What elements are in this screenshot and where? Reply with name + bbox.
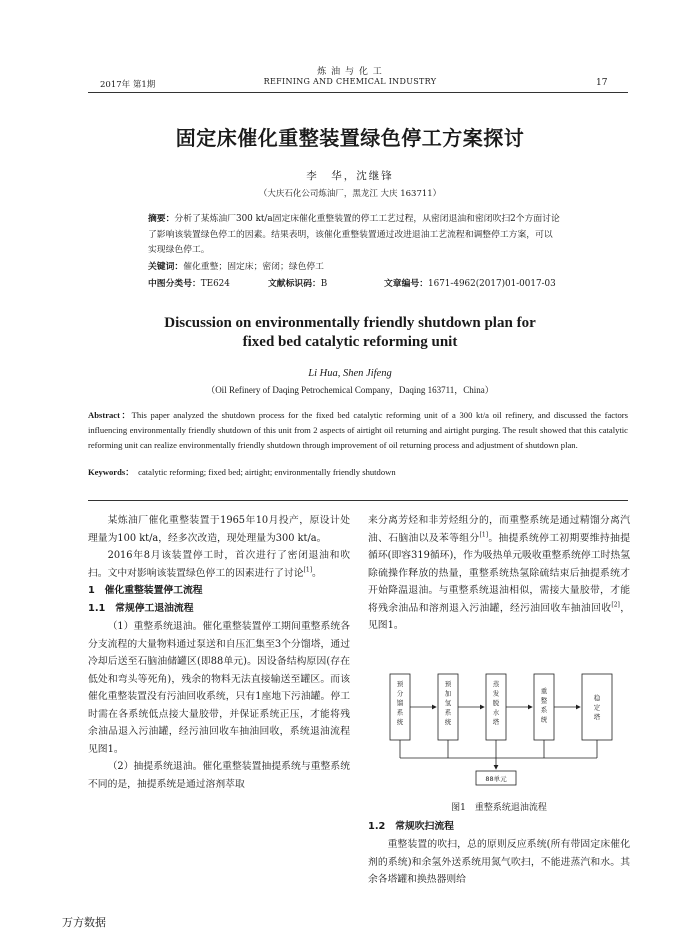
header-rule — [88, 92, 628, 93]
flow-box-char: 整 — [540, 696, 548, 705]
clc-label: 中图分类号： — [148, 279, 201, 289]
paragraph-text: ，见图1。 — [368, 602, 631, 631]
flow-box-label — [541, 686, 548, 724]
flow-box-label — [445, 679, 452, 726]
flow-box-char: 馏 — [396, 699, 404, 707]
paragraph-text: 2016年8月该装置停工时，首次进行了密闭退油和吹扫。文中对影响该装置绿色停工的因素进行了讨论 — [88, 550, 350, 579]
issue-label: 2017年 第1期 — [100, 80, 156, 90]
section-heading-1-2: 1.2 常规吹扫流程 — [368, 821, 454, 832]
paper-title-en — [0, 314, 700, 352]
paragraph — [368, 512, 630, 635]
flow-box-label — [397, 679, 404, 726]
paragraph: 重整装置的吹扫，总的原则反应系统(所有带固定床催化剂的系统)和余氢外送系统用氮气吹扫，不能进蒸汽和水。其余各塔罐和换热器则给 — [368, 839, 630, 885]
flow-box-char: 预 — [396, 680, 404, 688]
abstract-en — [88, 408, 628, 453]
page-number: 17 — [596, 78, 608, 88]
figure-1-flow-diagram — [368, 664, 630, 794]
keywords-cn-text: 催化重整；固定床；密闭；绿色停工 — [183, 262, 324, 272]
flow-box-char: 发 — [492, 689, 500, 698]
flow-box-label — [493, 679, 500, 726]
keywords-en-text: catalytic reforming; fixed bed; airtight; environmentally friendly shutdown — [138, 467, 396, 477]
paragraph-text: 。 — [312, 567, 322, 579]
flow-box-char: 统 — [396, 718, 404, 726]
body-right-column — [368, 512, 630, 635]
citation: [2] — [611, 601, 620, 609]
article-number: 1671-4962(2017)01-0017-03 — [428, 279, 556, 289]
keywords-cn — [148, 260, 560, 276]
flow-box-label — [594, 693, 601, 721]
flow-box-char: 水 — [492, 708, 500, 717]
flow-box-char: 塔 — [593, 713, 601, 721]
paragraph: （2）抽提系统退油。催化重整装置抽提系统与重整系统不同的是，抽提系统是通过溶剂萃取 — [88, 761, 350, 790]
journal-name-en: REFINING AND CHEMICAL INDUSTRY — [263, 77, 437, 86]
section-separator — [88, 500, 628, 501]
flow-box-char: 系 — [396, 708, 404, 717]
abstract-en-text: This paper analyzed the shutdown process for the fixed bed catalytic reforming unit of a 300 kt/a oil refinery, and discussed the factors influencing environmentally friendly shutdown of this unit from 2 aspects of airtight oil returning and airtight purging. The result showed that this catalytic reforming unit can realize environmentally friendly shutdown through improvement of oil returning process and adjustment of shutdown plan. — [88, 410, 628, 450]
classification-row — [148, 276, 560, 291]
paper-title-cn: 固定床催化重整装置绿色停工方案探讨 — [175, 126, 525, 150]
keywords-en-label: Keywords： — [88, 467, 134, 477]
body-left-column — [88, 512, 350, 793]
affiliation-cn: （大庆石化公司炼油厂，黑龙江 大庆 163711） — [258, 189, 442, 199]
flow-box-char: 系 — [540, 706, 548, 714]
flow-box-char: 加 — [444, 689, 452, 698]
clc-code: TE624 — [200, 279, 230, 289]
paper-title-en-line1: Discussion on environmentally friendly shutdown plan for — [164, 315, 536, 331]
affiliation-en: （Oil Refinery of Daqing Petrochemical Company，Daqing 163711，China） — [206, 385, 494, 395]
article-number-label: 文章编号： — [384, 279, 428, 289]
abstract-en-label: Abstract： — [88, 410, 132, 420]
journal-name-cn: 炼 油 与 化 工 — [317, 67, 383, 77]
flow-box-char: 统 — [540, 715, 548, 724]
flow-box-char: 定 — [593, 703, 601, 712]
flow-box-char: 分 — [396, 689, 404, 698]
figure-1-caption: 图1 重整系统退油流程 — [451, 803, 547, 813]
authors-cn: 李 华，沈继锋 — [306, 170, 394, 182]
paragraph-text: 。抽提系统停工初期要维持抽提循环(即容319循环)，作为吸热单元吸收重整系统停工时热氢除硫操作释放的热量，重整系统热氢除硫结束后抽提系统才开始降温退油。与重整系统退油相似，需接大量胶带，才能将残余油品和溶剂退入污油罐，经污油回收车抽油回收 — [368, 532, 631, 614]
flow-box-char: 预 — [444, 680, 452, 688]
paper-title-en-line2: fixed bed catalytic reforming unit — [242, 334, 458, 350]
paragraph: 某炼油厂催化重整装置于1965年10月投产，原设计处理量为100 kt/a，经多次改造，现处理量为300 kt/a。 — [88, 515, 350, 544]
citation: [1] — [303, 566, 313, 574]
citation: [1] — [479, 531, 489, 539]
section-heading-1-1: 1.1 常规停工退油流程 — [88, 603, 194, 614]
body-right-column-lower — [368, 818, 630, 889]
doc-code: B — [320, 279, 328, 289]
flow-box-char: 氢 — [444, 699, 452, 707]
abstract-cn-text: 分析了某炼油厂300 kt/a固定床催化重整装置的停工工艺过程，从密闭退油和密闭吹扫2个方面讨论了影响该装置绿色停工的因素。结果表明，该催化重整装置通过改进退油工艺流程和调整停工方案，可以实现绿色停工。 — [148, 214, 560, 255]
flow-box-char: 脱 — [492, 699, 500, 707]
flow-box-char: 系 — [444, 708, 452, 717]
flow-box-char: 统 — [444, 718, 452, 726]
flow-box-char: 重 — [540, 687, 548, 695]
flow-box-char: 塔 — [492, 718, 500, 726]
keywords-cn-label: 关键词： — [148, 262, 184, 272]
section-heading-1: 1 催化重整装置停工流程 — [88, 585, 203, 596]
flow-box-88-label: 88单元 — [485, 775, 507, 783]
footer-watermark: 万方数据 — [62, 916, 106, 929]
paragraph-text: 来分离芳烃和非芳烃组分的，而重整系统是通过精馏分离汽油、石脑油以及苯等组分 — [368, 515, 630, 544]
keywords-en — [88, 466, 628, 478]
abstract-cn — [148, 212, 560, 259]
paragraph — [88, 547, 350, 582]
paragraph: （1）重整系统退油。催化重整装置停工期间重整系统各分支流程的大量物料通过泵送和自压汇集至3个分馏塔，通过冷却后送至石脑油储罐区(即88单元)。因设备结构原因(存在低处和弯头等死角)，残余的物料无法直接输送至罐区。而该催化重整装置没有污油回收系统，只有1座地下污油罐。停工时需在各系统低点接大量胶带，并保证系统正压，才能将残余油品退入污油罐，经污油回收车抽油回收，系统退油流程见图1。 — [88, 621, 350, 755]
flow-box-char: 稳 — [593, 694, 601, 702]
authors-en: Li Hua, Shen Jifeng — [308, 368, 392, 379]
flow-box-char: 蒸 — [492, 680, 500, 688]
doc-code-label: 文献标识码： — [268, 279, 321, 289]
abstract-cn-label: 摘要： — [148, 214, 175, 224]
